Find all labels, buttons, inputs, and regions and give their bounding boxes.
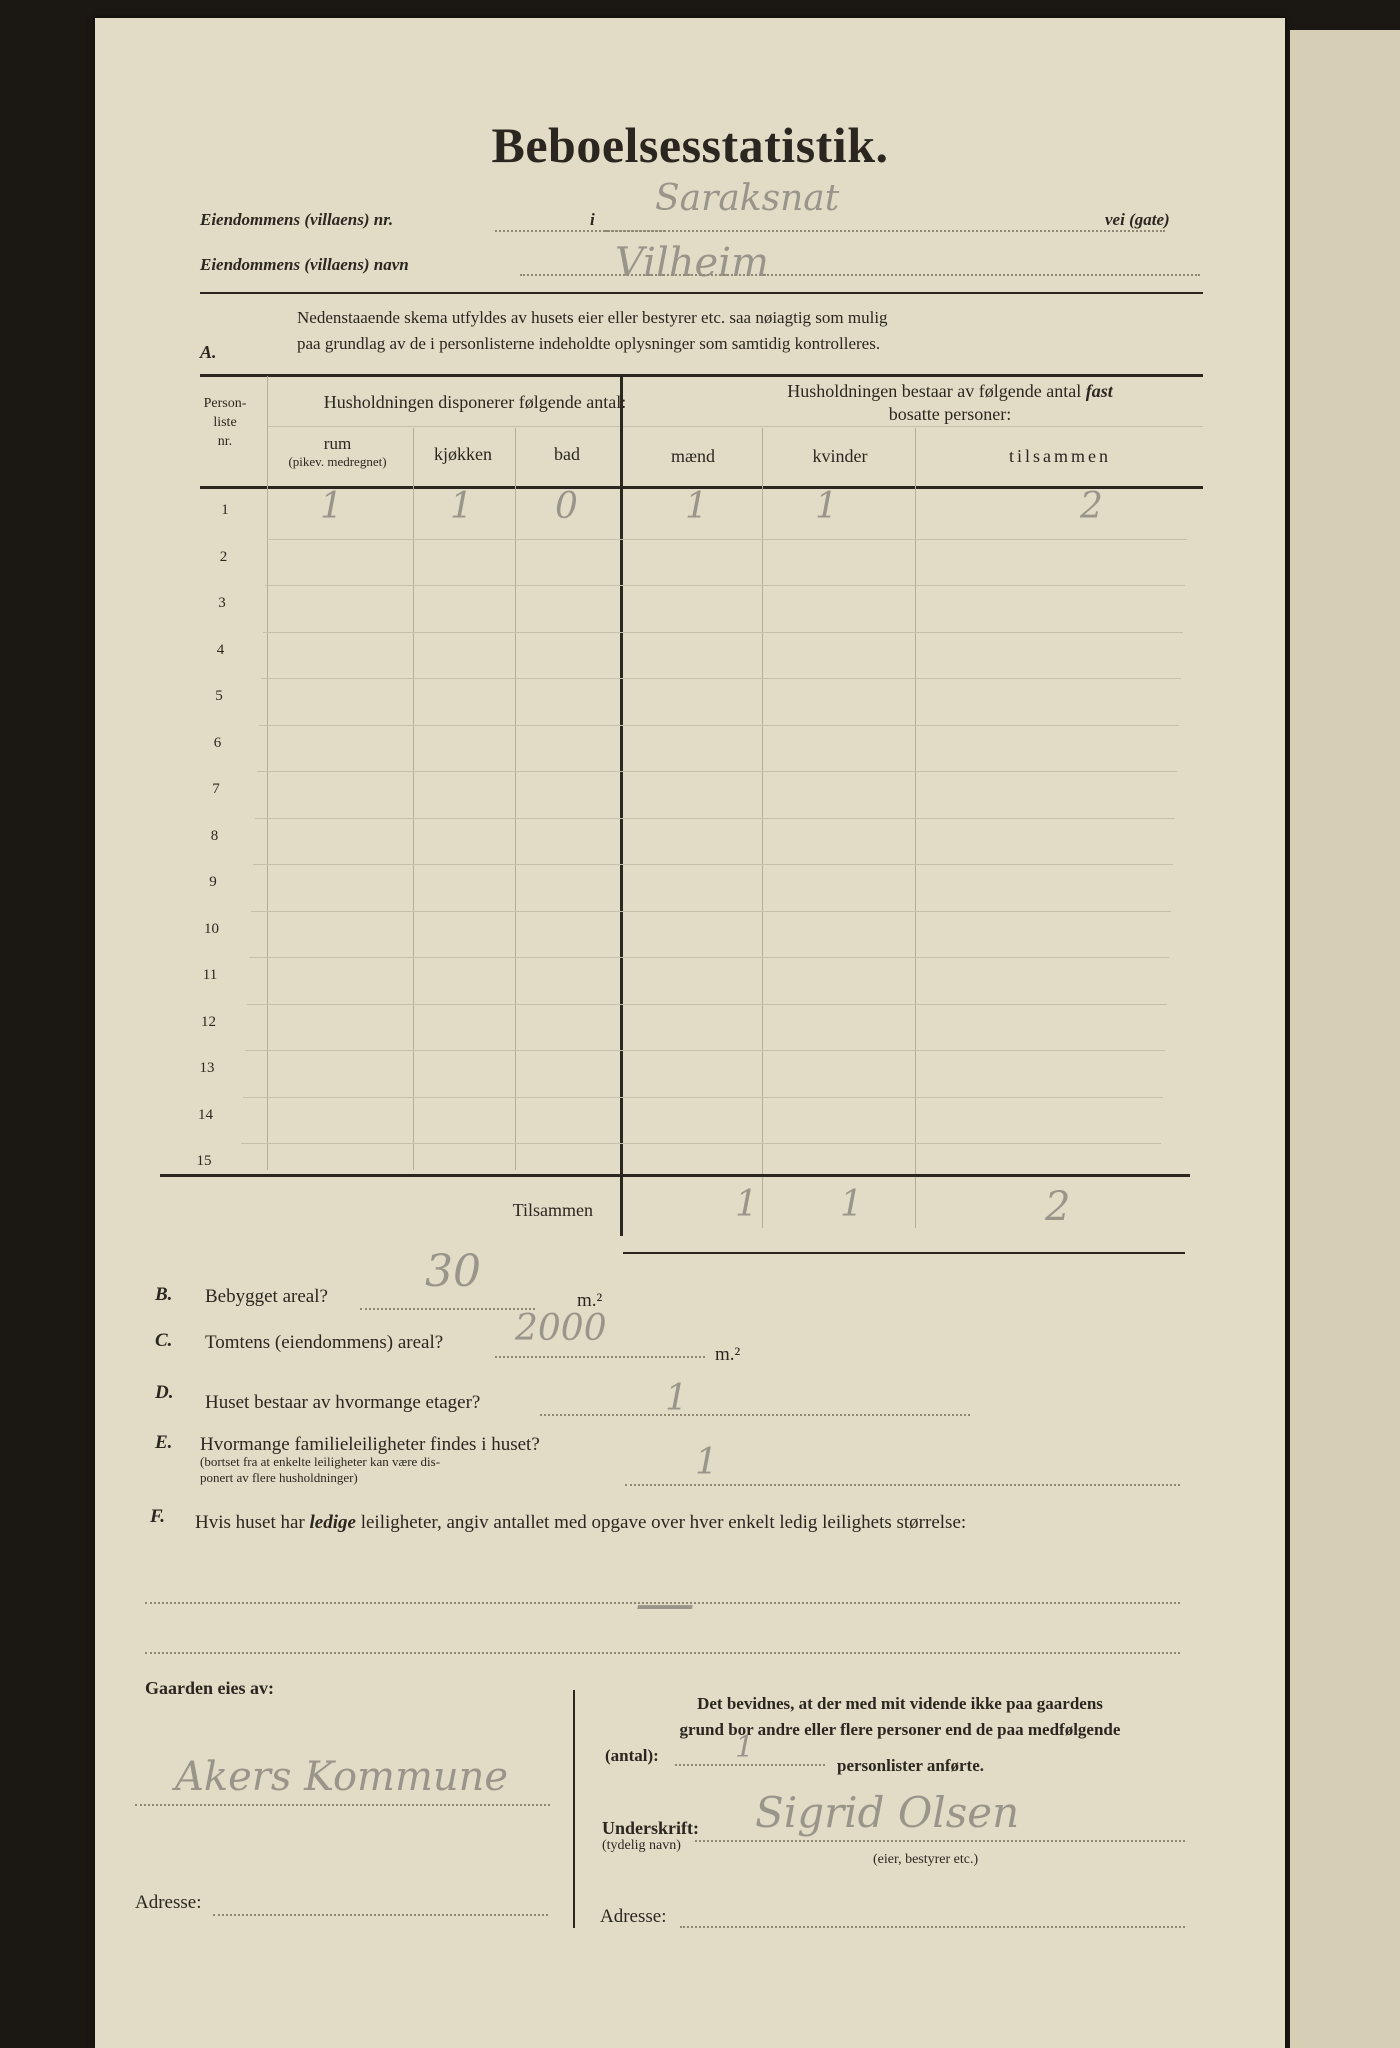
col-kvinder: kvinder xyxy=(812,446,868,466)
row-number: 8 xyxy=(210,827,219,844)
group1-header: Husholdningen disponerer følgende antal: xyxy=(323,392,627,412)
row1-kjokken: 1 xyxy=(450,486,473,527)
row-number: 7 xyxy=(212,781,220,797)
owner-address-label: Adresse: xyxy=(135,1892,202,1913)
col-kjokken: kjøkken xyxy=(434,444,492,464)
row-number: 14 xyxy=(198,1106,213,1123)
street-suffix-label: vei (gate) xyxy=(1105,210,1170,229)
signature-value: Sigrid Olsen xyxy=(755,1788,1020,1837)
signature-sub: (tydelig navn) xyxy=(602,1838,681,1853)
form-title: Beboelsesstatistik. xyxy=(491,117,889,173)
group2-header-line2: bosatte personer: xyxy=(888,404,1012,424)
row1-bad: 0 xyxy=(555,486,578,527)
row-separator xyxy=(253,864,1173,865)
question-f-letter: F. xyxy=(150,1506,165,1527)
question-e-text: Hvormange familieleiligheter findes i huset? xyxy=(200,1434,540,1455)
property-number-label: Eiendommens (villaens) nr. xyxy=(200,210,394,229)
row1-rum: 1 xyxy=(320,486,343,527)
row-number: 5 xyxy=(215,688,223,704)
col-rum: rum xyxy=(323,434,352,453)
signer-address-label: Adresse: xyxy=(600,1906,667,1927)
question-b-value: 30 xyxy=(425,1246,481,1297)
section-a-letter: A. xyxy=(200,342,217,362)
question-f-value: — xyxy=(635,1568,695,1638)
row-separator xyxy=(261,678,1181,679)
certification-line3: personlister anførte. xyxy=(837,1756,984,1775)
certification-line1: Det bevidnes, at der med mit vidende ikke paa gaardens xyxy=(697,1694,1103,1713)
question-b-text: Bebygget areal? xyxy=(205,1286,328,1307)
property-name-value: Vilheim xyxy=(615,240,769,286)
certification-antal-label: (antal): xyxy=(605,1746,659,1765)
row-separator xyxy=(249,957,1169,958)
question-e-note1: (bortset fra at enkelte leiligheter kan være dis- xyxy=(200,1454,441,1469)
signature-role: (eier, bestyrer etc.) xyxy=(873,1852,979,1867)
in-label: i xyxy=(590,210,595,229)
owner-value: Akers Kommune xyxy=(175,1754,509,1800)
row-number: 6 xyxy=(213,734,222,751)
col-tilsammen: tilsammen xyxy=(1009,446,1111,466)
question-c-letter: C. xyxy=(155,1330,173,1351)
question-c-value: 2000 xyxy=(515,1308,607,1349)
question-e-letter: E. xyxy=(155,1432,173,1453)
question-f-text: Hvis huset har ledige leiligheter, angiv antallet med opgave over hver enkelt ledig leilighets størrelse: xyxy=(195,1512,967,1533)
row-separator xyxy=(243,1097,1163,1098)
row-separator xyxy=(255,818,1175,819)
question-d-text: Huset bestaar av hvormange etager? xyxy=(205,1392,481,1413)
section-a-line1: Nedenstaaende skema utfyldes av husets eier eller bestyrer etc. saa nøiagtig som mulig xyxy=(297,308,888,327)
question-b-unit: m.² xyxy=(577,1290,603,1311)
row-number: 4 xyxy=(216,641,225,658)
col-bad: bad xyxy=(554,444,580,464)
col-rum-sub: (pikev. medregnet) xyxy=(288,454,387,469)
col-maend: mænd xyxy=(670,446,715,466)
row-number: 3 xyxy=(218,595,226,611)
row-separator xyxy=(257,771,1177,772)
total-maend: 1 xyxy=(735,1184,758,1225)
person-list-header: Person- liste nr. xyxy=(203,396,247,449)
row-number: 1 xyxy=(221,502,229,518)
question-d-value: 1 xyxy=(665,1378,688,1419)
street-value: Saraksnat xyxy=(655,178,840,219)
row-number: 9 xyxy=(209,874,217,890)
row-separator xyxy=(241,1143,1161,1144)
row-separator xyxy=(265,585,1185,586)
row-number: 2 xyxy=(219,548,228,565)
certification-line2: grund bor andre eller flere personer end de paa medfølgende xyxy=(679,1720,1121,1739)
total-tilsammen: 2 xyxy=(1045,1184,1071,1230)
group2-header: Husholdningen bestaar av følgende antal fast xyxy=(787,381,1113,401)
form-page xyxy=(95,18,1285,2048)
row-separator xyxy=(245,1050,1165,1051)
question-e-note2: ponert av flere husholdninger) xyxy=(200,1470,358,1485)
row-separator xyxy=(251,911,1171,912)
section-a-line2: paa grundlag av de i personlisterne indeholdte oplysninger som samtidig kontrolleres. xyxy=(297,334,881,353)
row-separator xyxy=(263,632,1183,633)
row-separator xyxy=(267,539,1187,540)
question-c-text: Tomtens (eiendommens) areal? xyxy=(205,1332,444,1353)
row-number: 15 xyxy=(196,1153,212,1169)
row-number: 12 xyxy=(201,1013,216,1030)
total-kvinder: 1 xyxy=(840,1184,863,1225)
total-label: Tilsammen xyxy=(512,1200,593,1220)
question-b-letter: B. xyxy=(155,1284,173,1305)
question-d-letter: D. xyxy=(155,1382,174,1403)
certification-antal-value: 1 xyxy=(735,1730,755,1765)
row-separator xyxy=(247,1004,1167,1005)
row-number: 10 xyxy=(204,920,219,937)
next-page-edge xyxy=(1290,30,1400,2048)
question-c-unit: m.² xyxy=(715,1344,741,1365)
row1-kvinder: 1 xyxy=(815,486,838,527)
row-number: 13 xyxy=(199,1060,215,1076)
row1-tilsammen: 2 xyxy=(1080,486,1103,527)
property-name-label: Eiendommens (villaens) navn xyxy=(200,255,409,274)
row-separator xyxy=(259,725,1179,726)
signature-label: Underskrift: xyxy=(602,1818,699,1838)
question-e-value: 1 xyxy=(695,1442,718,1483)
row1-maend: 1 xyxy=(685,486,708,527)
row-number: 11 xyxy=(202,967,218,983)
owner-label: Gaarden eies av: xyxy=(145,1678,274,1698)
